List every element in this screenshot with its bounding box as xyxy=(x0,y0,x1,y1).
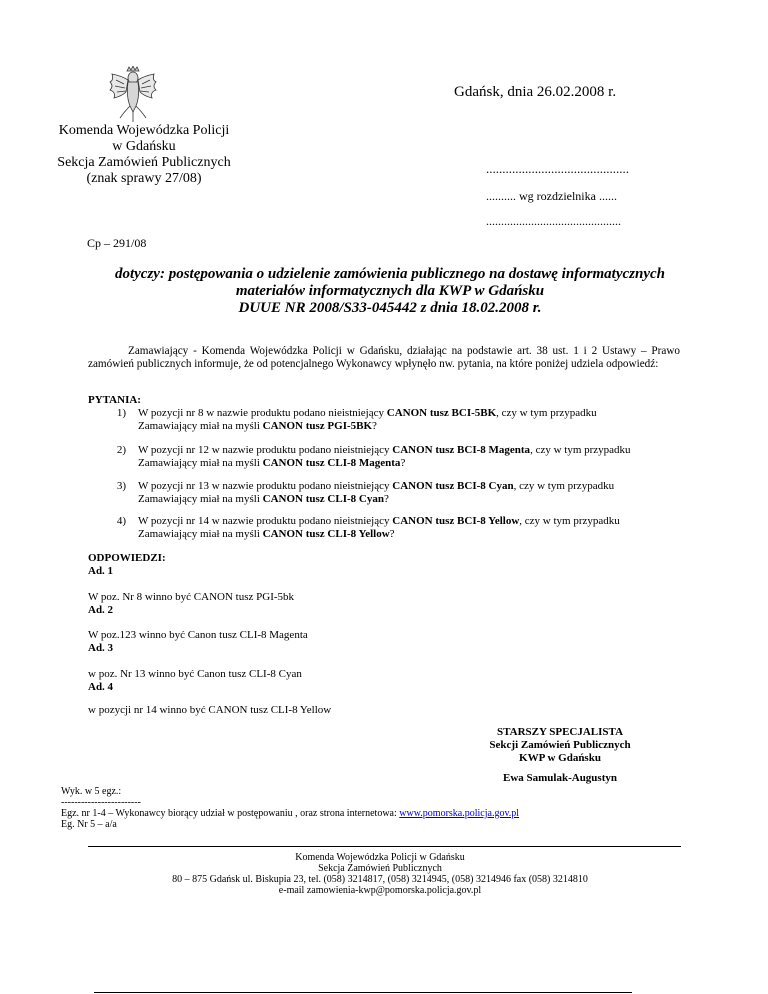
question-text: , czy w tym przypadku xyxy=(496,407,597,419)
issuer-line: (znak sprawy 27/08) xyxy=(86,171,202,186)
subject-heading xyxy=(60,266,720,317)
answer-text: W poz.123 winno być Canon tusz CLI-8 Magenta xyxy=(88,629,308,641)
issuer-line: Sekcja Zamówień Publicznych xyxy=(57,155,231,170)
website-link[interactable]: www.pomorska.policja.gov.pl xyxy=(399,808,520,819)
product-name: CANON tusz PGI-5BK xyxy=(262,420,373,432)
answer-block xyxy=(88,591,294,617)
question-text: W pozycji nr 12 w nazwie produktu podano nieistniejący xyxy=(138,444,393,456)
product-name: CANON tusz CLI-8 Magenta xyxy=(262,457,401,469)
question-text: Zamawiający miał na myśli xyxy=(138,420,263,432)
case-number: Cp – 291/08 xyxy=(87,236,147,250)
product-name: CANON tusz CLI-8 Cyan xyxy=(262,493,384,505)
product-name: CANON tusz BCI-8 Cyan xyxy=(392,480,514,492)
product-name: CANON tusz BCI-8 Yellow xyxy=(392,515,520,527)
footer-divider xyxy=(88,846,681,847)
signature-org: KWP w Gdańsku xyxy=(519,752,601,764)
copies-recipients xyxy=(61,808,519,819)
signature-name: Ewa Samulak-Augustyn xyxy=(502,772,617,784)
footer-line: Sekcja Zamówień Publicznych xyxy=(318,863,442,874)
recipient-dots: ............................................. xyxy=(486,214,621,228)
signature-unit: Sekcji Zamówień Publicznych xyxy=(489,739,631,751)
recipient-dots: ............................................ xyxy=(486,161,629,176)
answer-text: w poz. Nr 13 winno być Canon tusz CLI-8 Cyan xyxy=(88,668,302,680)
product-name: CANON tusz CLI-8 Yellow xyxy=(262,528,390,540)
eagle-emblem-icon xyxy=(104,66,162,124)
answers-heading xyxy=(88,552,166,578)
bottom-divider xyxy=(94,992,632,993)
footer-line: 80 – 875 Gdańsk ul. Biskupia 23, tel. (058) 3214817, (058) 3214945, (058) 3214946 fax (058) 3214810 xyxy=(172,874,588,885)
answer-label: Ad. 2 xyxy=(88,604,114,616)
question-text: , czy w tym przypadku xyxy=(513,480,615,492)
signature-title: STARSZY SPECJALISTA xyxy=(496,726,624,738)
answer-label: Ad. 1 xyxy=(88,565,114,577)
question-text: ? xyxy=(389,528,395,540)
city-date: Gdańsk, dnia 26.02.2008 r. xyxy=(454,84,617,100)
intro-paragraph: Zamawiający - Komenda Wojewódzka Policji w Gdańsku, działając na podstawie art. 38 ust. 1 i 2 Ustawy – Prawo zamówień publicznych informuje, że od potencjalnego Wykonawcy wpłynęło nw. pytania, na które poniżej udziela odpowiedź: xyxy=(88,345,680,370)
question-text: W pozycji nr 14 w nazwie produktu podano nieistniejący xyxy=(138,515,393,527)
footer-block xyxy=(100,852,660,896)
signature-block xyxy=(440,726,680,765)
subject-line: dotyczy: postępowania o udzielenie zamówienia publicznego na dostawę informatycznych xyxy=(114,266,665,282)
answers-title: ODPOWIEDZI: xyxy=(88,552,166,564)
footer-line: e-mail zamowienia-kwp@pomorska.policja.gov.pl xyxy=(278,885,482,896)
question-text: , czy w tym przypadku xyxy=(530,444,631,456)
question-text: ? xyxy=(383,493,389,505)
question-number: 1) xyxy=(116,407,126,419)
question-item xyxy=(88,407,688,433)
issuer-block xyxy=(54,123,234,187)
question-text: ? xyxy=(372,420,377,432)
question-item xyxy=(88,515,688,541)
question-text: Zamawiający miał na myśli xyxy=(138,528,263,540)
subject-line: materiałów informatycznych dla KWP w Gdańsku xyxy=(235,283,545,299)
answer-text: W poz. Nr 8 winno być CANON tusz PGI-5bk xyxy=(88,591,295,603)
question-number: 2) xyxy=(116,444,126,456)
question-text: Zamawiający miał na myśli xyxy=(138,493,263,505)
question-text: Zamawiający miał na myśli xyxy=(138,457,263,469)
question-item xyxy=(88,480,688,506)
product-name: CANON tusz BCI-8 Magenta xyxy=(392,444,531,456)
question-number: 4) xyxy=(116,515,126,527)
copies-recipients-text: Egz. nr 1-4 – Wykonawcy biorący udział w postępowaniu , oraz strona internetowa: xyxy=(61,808,400,819)
answer-label: Ad. 4 xyxy=(88,681,114,693)
issuer-line: Komenda Wojewódzka Policji xyxy=(58,123,230,138)
answer-block xyxy=(88,668,302,694)
copies-archive: Eg. Nr 5 – a/a xyxy=(61,819,117,830)
answer-text: w pozycji nr 14 winno być CANON tusz CLI-8 Yellow xyxy=(88,704,332,716)
question-text: W pozycji nr 8 w nazwie produktu podano nieistniejący xyxy=(138,407,387,419)
question-text: W pozycji nr 13 w nazwie produktu podano nieistniejący xyxy=(138,480,393,492)
questions-heading: PYTANIA: xyxy=(88,394,141,406)
answer-label: Ad. 3 xyxy=(88,642,114,654)
footer-line: Komenda Wojewódzka Policji w Gdańsku xyxy=(295,852,465,863)
product-name: CANON tusz BCI-5BK xyxy=(386,407,497,419)
question-text: ? xyxy=(400,457,406,469)
distribution-list xyxy=(61,786,519,830)
distribution-note: .......... wg rozdzielnika ...... xyxy=(486,189,617,203)
issuer-line: w Gdańsku xyxy=(112,139,176,154)
separator-line: ------------------------ xyxy=(61,797,141,808)
question-number: 3) xyxy=(116,480,126,492)
copies-line: Wyk. w 5 egz.: xyxy=(61,786,122,797)
question-item xyxy=(88,444,688,470)
answer-block xyxy=(88,629,308,655)
subject-line: DUUE NR 2008/S33-045442 z dnia 18.02.2008 r. xyxy=(238,300,542,316)
question-text: , czy w tym przypadku xyxy=(519,515,620,527)
